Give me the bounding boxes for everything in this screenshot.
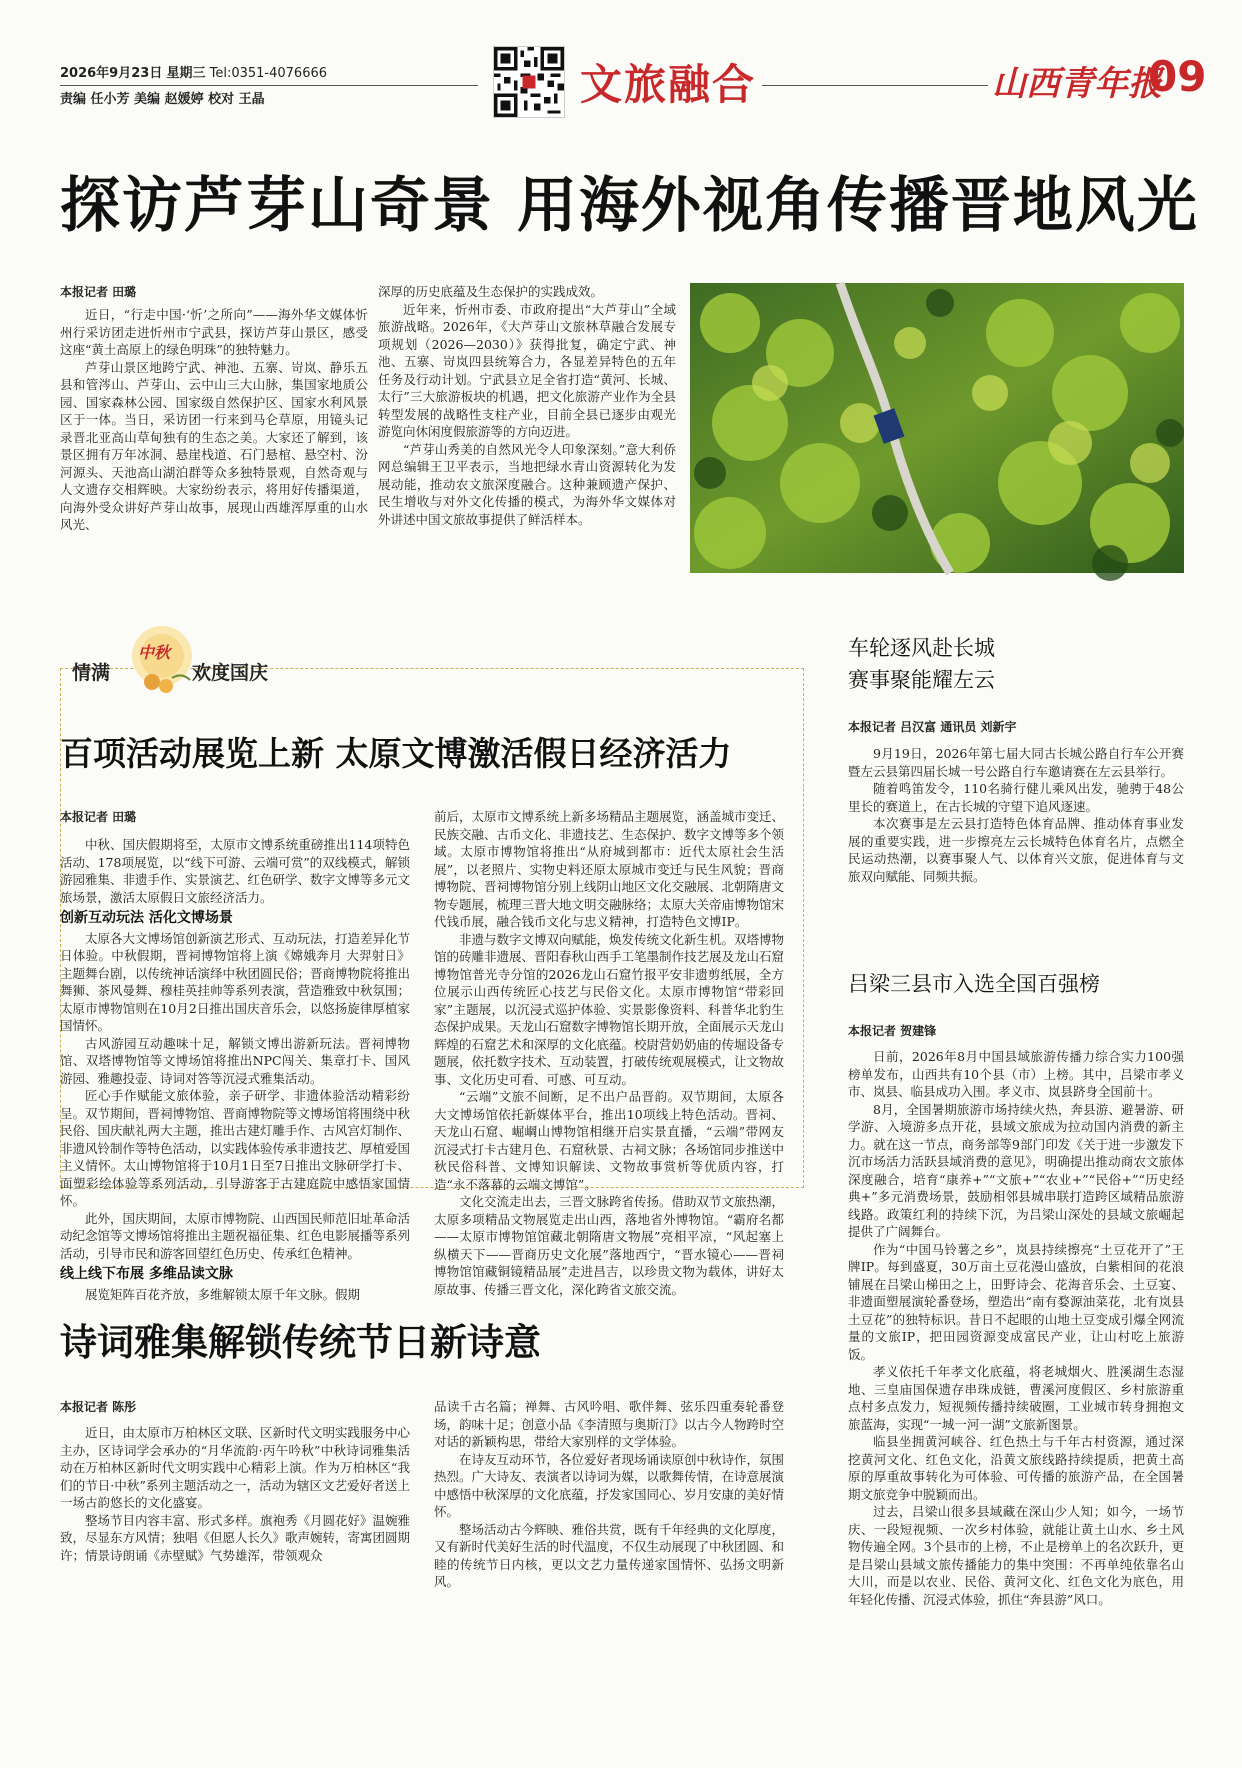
festival-banner: [62, 620, 302, 710]
paragraph: 随着鸣笛发令，110名骑行健儿乘风出发，驰骋于48公里长的赛道上，在古长城的守望下追风逐速。: [848, 781, 1184, 814]
paragraph: 临县坐拥黄河峡谷、红色热土与千年古村资源，通过深挖黄河文化、红色文化，沿黄文旅线路持续提质，把黄土高原的厚重故事转化为可体验、可传播的旅游产品，在全国暑期文旅竞争中脱颖而出。: [848, 1434, 1184, 1502]
header-divider-right: [762, 85, 988, 86]
paragraph: 文化交流走出去，三晋文脉跨省传扬。借助双节文旅热潮，太原多项精品文物展览走出山西，落地省外博物馆。“霸府名都——太原市博物馆馆藏北朝隋唐文物展”亮相平凉，“风起塞上 纵横天下——晋商历史文化展”落地西宁，“晋水镜心——晋祠博物馆馆藏铜镜精品展”走进昌吉，以珍贵文物为载体，讲好太原故事、传播三晋文化，深化跨省文旅交流。: [434, 1194, 785, 1297]
lead-byline: 本报记者 田璐: [60, 285, 137, 299]
paragraph: 9月19日，2026年第七届大同古长城公路自行车公开赛暨左云县第四届长城一号公路自行车邀请赛在左云县举行。: [848, 746, 1184, 779]
paragraph: 日前，2026年8月中国县域旅游传播力综合实力100强榜单发布，山西共有10个县（市）上榜。其中，吕梁市孝义市、岚县、临县成功入围。孝义市、岚县跻身全国前十。: [848, 1049, 1184, 1099]
paragraph: 近年来，忻州市委、市政府提出“大芦芽山”全域旅游战略。2026年，《大芦芽山文旅林草融合发展专项规划（2026—2030）》获得批复，确定宁武、神池、五寨、岢岚四县统筹合力，各显差异特色的五年任务及行动计划。宁武县立足全省打造“黄河、长城、太行”三大旅游板块的机遇，把文化旅游产业作为全县转型发展的战略性支柱产业，目前全县已逐步由观光游览向休闲度假旅游等的方向迈进。: [378, 301, 676, 439]
page-number: 09: [1148, 52, 1207, 101]
paragraph: 过去，吕梁山很多县域藏在深山少人知；如今，一场节庆、一段短视频、一次乡村体验，就能让黄土山水、乡土风物传遍全网。3个县市的上榜，不止是榜单上的名次跃升，更是吕梁山县域文旅传播能力的集中突围：不再单纯依靠名山大川，而是以农业、民俗、黄河文化、红色文化为底色，用年轻化传播、沉浸式体验，抓住“奔县游”风口。: [848, 1504, 1184, 1607]
paragraph: 前后，太原市文博系统上新多场精品主题展览，涵盖城市变迁、民族交融、古币文化、非遗技艺、生态保护、数字文博等多个领域。太原市博物馆将推出“从府城到都市：近代太原社会生活展”，以老照片、实物史料还原太原城市变迁与民生风貌；晋商博物院、晋祠博物馆分别上线阴山地区文化交融展、北朝隋唐文物专题展，梳理三晋大地文明交融脉络；太原大关帝庙博物馆宋代钱币展，融合钱币文化与忠义精神，打造特色文博IP。: [434, 809, 785, 929]
subheading: 线上线下布展 多维品读文脉: [60, 1266, 233, 1282]
paragraph: 作为“中国马铃薯之乡”，岚县持续擦亮“土豆花开了”王牌IP。每到盛夏，30万亩土豆花漫山盛放，白紫相间的花浪铺展在吕梁山梯田之上，田野诗会、花海音乐会、土豆宴、非遗面塑展演轮番登场，塑造出“南有婺源油菜花，北有岚县土豆花”的独特标识。昔日不起眼的山地土豆变成引爆全网流量的文旅IP，把田园资源变成富民产业，让山村吃上旅游饭。: [848, 1241, 1184, 1362]
lead-headline: 探访芦芽山奇景 用海外视角传播晋地风光: [60, 171, 1199, 241]
paragraph: 太原各大文博场馆创新演艺形式、互动玩法，打造差异化节日体验。中秋假期，晋祠博物馆将上演《嫦娥奔月 大羿射日》主题舞台剧，以传统神话演绎中秋团圆民俗；晋商博物院将推出舞狮、茶风曼舞、穆桂英挂帅等系列表演，营造雅致中秋氛围；太原市博物馆则在10月2日推出国庆音乐会，以悠扬旋律厚植家国情怀。: [60, 930, 411, 1033]
paragraph: 近日，由太原市万柏林区文联、区新时代文明实践服务中心主办，区诗词学会承办的“月华流韵·丙午吟秋”中秋诗词雅集活动在万柏林区新时代文明实践中心精彩上演。作为万柏林区“我们的节日·中秋”系列主题活动之一，活动为辖区文艺爱好者送上一场古韵悠长的文化盛宴。: [60, 1425, 411, 1510]
article3-column-1: [60, 1424, 410, 1696]
phone-number: Tel:0351-4076666: [209, 66, 328, 81]
paragraph: 品读千古名篇；禅舞、古风吟唱、歌伴舞、弦乐四重奏轮番登场，韵味十足；创意小品《李清照与奥斯汀》以古今人物跨时空对话的新颖构思，带给大家别样的文学体验。: [434, 1399, 785, 1449]
side2-body: [848, 1048, 1184, 1698]
paragraph: 8月，全国暑期旅游市场持续火热，奔县游、避暑游、研学游、入境游多点开花，县域文旅成为拉动国内消费的新主力。就在这一节点，商务部等9部门印发《关于进一步激发下沉市场活力活跃县域消费的意见》，明确提出推动商农文旅体深度融合，培育“康养+”“文旅+”“农业+”“民俗+”“历史经典+”多元消费场景，鼓励相邻县城串联打造跨区域精品旅游线路。政策红利的持续下沉，为吕梁山深处的县域文旅崛起提供了广阔舞台。: [848, 1101, 1184, 1239]
masthead-info: [60, 64, 327, 110]
paragraph: 古风游园互动趣味十足，解锁文博出游新玩法。晋祠博物馆、双塔博物馆等文博场馆将推出NPC闯关、集章打卡、国风游园、雅趣投壶、诗词对答等沉浸式雅集活动。: [60, 1035, 410, 1086]
paragraph: 中秋、国庆假期将至，太原市文博系统重磅推出114项特色活动、178项展览，以“线下可游、云端可赏”的双线模式，解锁游园雅集、非遗手作、实景演艺、红色研学、数字文博等多元文旅场景，激活太原假日文旅经济活力。: [60, 837, 411, 905]
paragraph: “云端”文旅不间断，足不出户品晋韵。双节期间，太原各大文博场馆依托新媒体平台，推出10项线上特色活动。晋祠、天龙山石窟、崛㟠山博物馆相继开启实景直播，“云端”带网友沉浸式打卡古建月色、石窟秋景、古祠文脉；各场馆同步推送中秋民俗科普、文博知识解读、文物故事赏析等优质内容，打造“永不落幕的云端文博馆”。: [434, 1089, 785, 1192]
paragraph: 整场活动古今辉映、雅俗共赏，既有千年经典的文化厚度，又有新时代美好生活的时代温度，不仅生动展现了中秋团圆、和睦的传统节日内核，更以文艺力量传递家国情怀、弘扬文明新风。: [434, 1521, 785, 1589]
paragraph: 非遗与数字文博双向赋能，焕发传统文化新生机。双塔博物馆的砖雕非遗展、晋阳春秋山西手工笔墨制作技艺展及龙山石窟博物馆普光寺分馆的2026龙山石窟竹报平安非遗剪纸展，全方位展示山西传统匠心技艺与民俗文化。太原市博物馆“带彩回家”主题展，以沉浸式巡护体验、实景影像资料、科普华北豹生态保护成果。天龙山石窟数字博物馆长期开放，全面展示天龙山辉煌的石窟艺术和深厚的文化底蕴。校尉营奶奶庙的传堀设备专题展，依托数字技术、互动装置，打破传统观展模式，让文物故事、文化历史可看、可感、可互动。: [434, 931, 785, 1087]
paragraph: 整场节目内容丰富、形式多样。旗袍秀《月圆花好》温婉雅致，尽显东方风情；独唱《但愿人长久》歌声婉转，寄寓团圆期许；情景诗朗诵《赤壁赋》气势雄浑，带领观众: [60, 1512, 411, 1563]
side1-headline-line2: 赛事聚能耀左云: [848, 668, 995, 692]
article2-headline: 百项活动展览上新 太原文博激活假日经济活力: [60, 734, 732, 773]
paragraph: 深厚的历史底蕴及生态保护的实践成效。: [378, 284, 604, 299]
issue-date: 2026年9月23日: [60, 66, 163, 81]
paragraph: 近日，“行走中国·‘忻’之所向”——海外华文媒体忻州行采访团走进忻州市宁武县，探访芦芽山景区，感受这座“黄土高原上的绿色明珠”的独特魅力。: [60, 307, 368, 357]
article2-byline: 本报记者 田璐: [60, 810, 137, 824]
lead-column-2: [378, 283, 676, 576]
lead-column-1: [60, 306, 368, 576]
side1-body: [848, 745, 1184, 975]
paragraph: “芦芽山秀美的自然风光令人印象深刻。”意大利侨网总编辑王卫平表示，当地把绿水青山资源转化为发展动能，推动农文旅深度融合。这种兼顾遗产保护、民生增收与对外文化传播的模式，为海外华文媒体对外讲述中国文旅故事提供了鲜活样本。: [378, 441, 676, 527]
paragraph: 匠心手作赋能文旅体验，亲子研学、非遗体验活动精彩纷呈。双节期间，晋祠博物馆、晋商博物院等文博场馆将围绕中秋民俗、国庆献礼两大主题，推出古建灯雕手作、古风宫灯制作、非遗风铃制作等特色活动，以实践体验传承非遗技艺、厚植爱国主义情怀。太山博物馆将于10月1日至7日推出文脉研学打卡、面塑彩绘体验等系列活动，引导游客于古建庭院中感悟家国情怀。: [60, 1088, 411, 1208]
side1-byline: 本报记者 吕汉富 通讯员 刘新宇: [848, 720, 1017, 734]
paragraph: 此外，国庆期间，太原市博物院、山西国民师范旧址革命活动纪念馆等文博场馆将推出主题祝福征集、红色电影展播等系列活动，引导市民和游客回望红色历史、传承红色精神。: [60, 1210, 411, 1261]
article2-column-2: [434, 808, 785, 1297]
newspaper-logo: 山西青年报: [992, 64, 1162, 104]
side2-headline: 吕梁三县市入选全国百强榜: [848, 972, 1100, 996]
qr-code-icon[interactable]: [493, 46, 565, 118]
header-divider-left: [60, 85, 478, 86]
paragraph: 在诗友互动环节，各位爱好者现场诵读原创中秋诗作，氛围热烈。广大诗友、表演者以诗词为媒，以歌舞传情，在诗意展演中感悟中秋深厚的文化底蕴，抒发家国同心、岁月安康的美好情怀。: [434, 1451, 785, 1519]
article2-column-1: [60, 836, 411, 1302]
side1-headline-line1: 车轮逐风赴长城: [848, 636, 995, 660]
paragraph: 芦芽山景区地跨宁武、神池、五寨、岢岚、静乐五县和管涔山、芦芽山、云中山三大山脉，集国家地质公园、国家森林公园、国家级自然保护区、国家水利风景区于一体。当日，采访团一行来到马仑草原，用镜头记录晋北亚高山草甸独有的生态之美。大家还了解到，该景区拥有万年冰洞、悬崖栈道、石门悬棺、悬空村、汾河源头、天池高山湖泊群等众多独特景观，自然奇观与人文遗存交相辉映。大家纷纷表示，将用好传播渠道，向海外受众讲好芦芽山故事，展现山西雄浑厚重的山水风光、: [60, 359, 368, 532]
paragraph: 本次赛事是左云县打造特色体育品牌、推动体育事业发展的重要实践，进一步擦亮左云长城特色体育名片，点燃全民运动热潮，以赛事聚人气、以体育兴文旅，促进体育与文旅双向赋能、同频共振。: [848, 816, 1184, 884]
festival-label-right: 欢度国庆: [192, 662, 269, 684]
article3-byline: 本报记者 陈彤: [60, 1400, 137, 1414]
paragraph: 展览矩阵百花齐放，多维解锁太原千年文脉。假期: [85, 1286, 361, 1302]
subheading: 创新互动玩法 活化文博场景: [60, 910, 233, 926]
side2-byline: 本报记者 贺建锋: [848, 1024, 937, 1038]
festival-label-left: 情满: [72, 662, 111, 684]
editor-credits: 责编 任小芳 美编 赵媛婷 校对 王晶: [60, 92, 265, 107]
section-title: 文旅融合: [580, 60, 757, 109]
luya-mountain-photo: [690, 283, 1184, 573]
paragraph: 孝义依托千年孝文化底蕴，将老城烟火、胜溪湖生态湿地、三皇庙国保遗存串珠成链，曹溪河度假区、乡村旅游重点村多点发力，短视频传播持续破圈，工业城市转身拥抱文旅蓝海，实现“一城一河一湖”文旅新图景。: [848, 1364, 1184, 1432]
article3-column-2: [434, 1398, 784, 1696]
article3-headline: 诗词雅集解锁传统节日新诗意: [60, 1321, 541, 1364]
issue-weekday: 星期三: [166, 66, 206, 81]
festival-label-mid: 中秋: [138, 643, 171, 662]
